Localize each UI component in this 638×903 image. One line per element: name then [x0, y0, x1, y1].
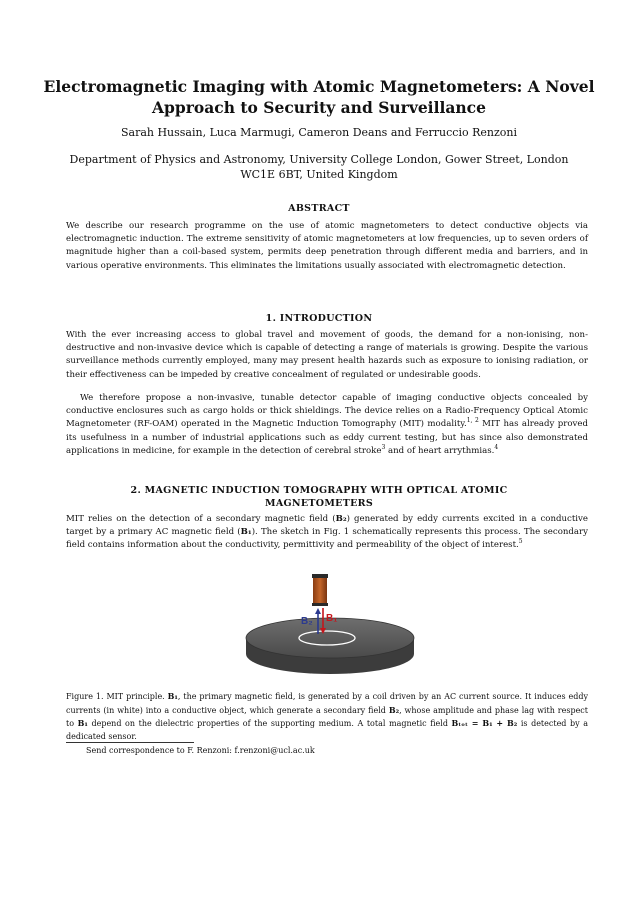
- coil-icon: [313, 578, 327, 604]
- intro-text-b: MIT has already proved its usefulness in a number of industrial applications such as eddy current testing, but has since also demonstrated applications in medicine, for example in the detection of cerebral stroke: [66, 419, 588, 456]
- caption-text-3: , whose amplitude and phase lag with respect to: [66, 705, 588, 729]
- symbol-b1: B₁: [240, 527, 252, 538]
- mit-text-1: MIT relies on the detection of a secondary magnetic field (: [66, 514, 336, 524]
- citation-3: 3: [381, 443, 386, 451]
- caption-b2: B₂: [388, 704, 400, 715]
- conductive-disk: [246, 618, 414, 658]
- intro-text-a: We therefore propose a non-invasive, tunable detector capable of imaging conductive objects concealed by conductive enclosures such as cargo holds or thick shieldings. The device relies on a Radio-Frequency Optical Atomic Magnetometer (RF-OAM) operated in the Magnetic Induction Tomography (MIT) modality.: [66, 393, 588, 430]
- paper-title: Electromagnetic Imaging with Atomic Magnetometers: A Novel Approach to Security and Surveillance: [43, 77, 595, 117]
- caption-b1: B₁: [167, 691, 178, 701]
- b2-label: B₂: [301, 616, 313, 627]
- mit-principle-figure: [240, 572, 420, 682]
- mit-text-2: ) generated by eddy currents excited in a conductive target by a primary AC magnetic field (: [66, 514, 588, 538]
- caption-btot: Bₜₒₜ = B₁ + B₂: [451, 718, 518, 729]
- mit-section-heading: 2. MAGNETIC INDUCTION TOMOGRAPHY WITH OPTICAL ATOMIC MAGNETOMETERS: [130, 485, 508, 509]
- caption-b1-ref: B₁: [77, 718, 88, 729]
- introduction-heading: 1. INTRODUCTION: [265, 313, 373, 324]
- citation-1-2: 1, 2: [466, 417, 479, 425]
- b2-arrowhead: [315, 608, 321, 614]
- caption-text-2: , the primary magnetic field, is generated by a coil driven by an AC current source. It induces eddy currents (in white) into a conductive object, which generate a secondary field: [66, 692, 588, 715]
- coil-cap-top: [312, 574, 328, 578]
- caption-text-5: is detected by a dedicated sensor.: [66, 719, 589, 741]
- footnote-rule: [66, 742, 194, 743]
- figure-caption: [66, 690, 588, 743]
- abstract-heading: ABSTRACT: [288, 203, 350, 214]
- coil-cap-bottom: [312, 603, 328, 606]
- caption-text-4: depend on the dielectric properties of the supporting medium. A total magnetic field: [87, 719, 452, 729]
- intro-text-c: and of heart arrythmias.: [385, 445, 495, 456]
- mit-text-3: ). The sketch in Fig. 1 schematically represents this process. The secondary field contains information about the conductivity, permittivity and permeability of the object of interest.: [66, 527, 588, 551]
- introduction-paragraph-1: With the ever increasing access to global travel and movement of goods, the demand for a non-ionising, non-destructive and non-invasive device which is capable of detecting a range of materials is growing. Despite the various surveillance methods currently employed, many may present health hazards such as exposure to ionising radiation, or their effectiveness can be impeded by creative concealment of regulated or undesirable goods.: [66, 330, 588, 380]
- b1-label: B₁: [326, 613, 338, 624]
- citation-4: 4: [494, 443, 499, 451]
- caption-text-1: Figure 1. MIT principle.: [66, 692, 168, 701]
- correspondence-footnote: Send correspondence to F. Renzoni: f.renzoni@ucl.ac.uk: [86, 746, 315, 755]
- affiliation: Department of Physics and Astronomy, University College London, Gower Street, London WC1E 6BT, United Kingdom: [69, 153, 569, 181]
- citation-5: 5: [518, 538, 523, 546]
- mit-paragraph: [66, 513, 588, 553]
- introduction-paragraph-2: [66, 392, 588, 458]
- symbol-b2: B₂: [335, 514, 347, 524]
- author-list: Sarah Hussain, Luca Marmugi, Cameron Deans and Ferruccio Renzoni: [120, 126, 518, 139]
- abstract-text: We describe our research programme on the use of atomic magnetometers to detect conductive objects via electromagnetic induction. The extreme sensitivity of atomic magnetometers at low frequencies, up to seven orders of magnitude higher than a coil-based system, permits deep penetration through different media and barriers, and in various operative environments. This eliminates the limitations usually associated with electromagnetic detection.: [66, 221, 588, 271]
